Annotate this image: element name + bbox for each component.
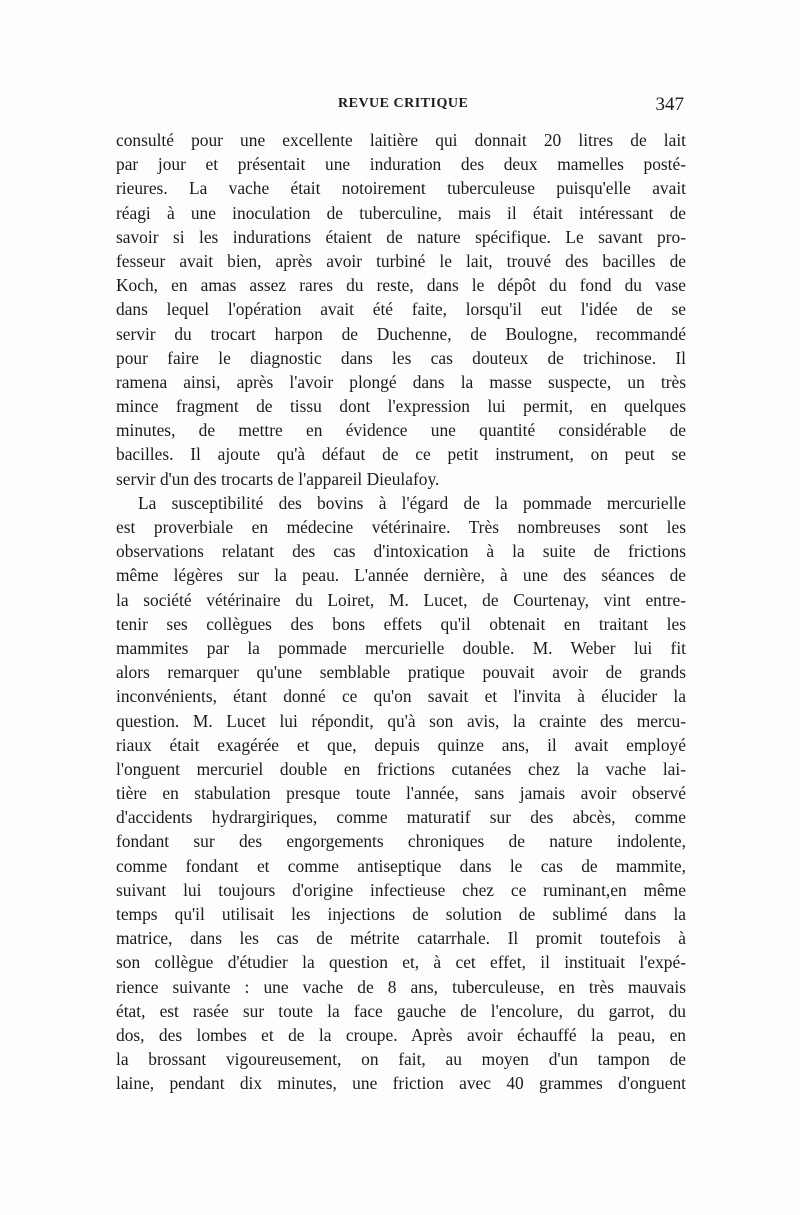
text-line: La susceptibilité des bovins à l'égard de la pommade mercurielle bbox=[138, 492, 686, 513]
text-line: la société vétérinaire du Loiret, M. Lucet, de Courtenay, vint entre- bbox=[116, 589, 686, 610]
text-line: réagi à une inoculation de tuberculine, mais il était intéressant de bbox=[116, 202, 686, 223]
text-line: rieures. La vache était notoirement tuberculeuse puisqu'elle avait bbox=[116, 178, 686, 199]
text-line: rience suivante : une vache de 8 ans, tuberculeuse, en très mauvais bbox=[116, 976, 686, 997]
text-line: servir du trocart harpon de Duchenne, de Boulogne, recommandé bbox=[116, 323, 686, 344]
text-line: matrice, dans les cas de métrite catarrhale. Il promit toutefois à bbox=[116, 928, 686, 949]
text-line: dans lequel l'opération avait été faite, lorsqu'il eut l'idée de se bbox=[116, 299, 686, 320]
text-line: savoir si les indurations étaient de nature spécifique. Le savant pro- bbox=[116, 226, 686, 247]
text-line: l'onguent mercuriel double en frictions cutanées chez la vache lai- bbox=[116, 758, 686, 779]
text-line: par jour et présentait une induration des deux mamelles posté- bbox=[116, 154, 686, 175]
text-line: ramena ainsi, après l'avoir plongé dans la masse suspecte, un très bbox=[116, 371, 686, 392]
text-line: mammites par la pommade mercurielle double. M. Weber lui fit bbox=[116, 637, 686, 658]
text-line: est proverbiale en médecine vétérinaire. Très nombreuses sont les bbox=[116, 517, 686, 537]
text-line: la brossant vigoureusement, on fait, au moyen d'un tampon de bbox=[116, 1049, 686, 1070]
text-line: temps qu'il utilisait les injections de solution de sublimé dans la bbox=[116, 904, 686, 924]
paragraph bbox=[116, 128, 686, 491]
text-line: bacilles. Il ajoute qu'à défaut de ce petit instrument, on peut se bbox=[116, 444, 686, 465]
text-line: minutes, de mettre en évidence une quantité considérable de bbox=[116, 420, 686, 441]
text-line: consulté pour une excellente laitière qui donnait 20 litres de lait bbox=[116, 130, 686, 150]
text-line: fesseur avait bien, après avoir turbiné le lait, trouvé des bacilles de bbox=[116, 250, 686, 271]
running-title: REVUE CRITIQUE bbox=[338, 96, 469, 111]
text-line: d'accidents hydrargiriques, comme maturatif sur des abcès, comme bbox=[116, 807, 686, 828]
text-line: tenir ses collègues des bons effets qu'il obtenait en traitant les bbox=[116, 613, 686, 634]
text-line: mince fragment de tissu dont l'expression lui permit, en quelques bbox=[116, 396, 686, 417]
text-line: servir d'un des trocarts de l'appareil Dieulafoy. bbox=[116, 468, 440, 489]
text-line: question. M. Lucet lui répondit, qu'à son avis, la crainte des mercu- bbox=[116, 710, 686, 731]
text-line: inconvénients, étant donné ce qu'on savait et l'invita à élucider la bbox=[116, 686, 686, 707]
text-line: suivant lui toujours d'origine infectieuse chez ce ruminant,en même bbox=[116, 879, 686, 900]
text-line: fondant sur des engorgements chroniques de nature indolente, bbox=[116, 831, 686, 852]
text-line: Koch, en amas assez rares du reste, dans le dépôt du fond du vase bbox=[116, 275, 686, 296]
running-head bbox=[116, 96, 686, 120]
page-number: 347 bbox=[655, 94, 684, 115]
text-line: son collègue d'étudier la question et, à cet effet, il instituait l'expé- bbox=[116, 952, 686, 973]
body-text bbox=[116, 128, 686, 1096]
text-line: état, est rasée sur toute la face gauche de l'encolure, du garrot, du bbox=[116, 1000, 686, 1021]
text-line: comme fondant et comme antiseptique dans le cas de mammite, bbox=[116, 855, 686, 876]
paragraph bbox=[116, 491, 686, 1096]
text-line: observations relatant des cas d'intoxication à la suite de frictions bbox=[116, 541, 686, 562]
text-line: même légères sur la peau. L'année dernière, à une des séances de bbox=[116, 565, 686, 586]
text-line: laine, pendant dix minutes, une friction avec 40 grammes d'onguent bbox=[116, 1073, 686, 1094]
text-line: dos, des lombes et de la croupe. Après avoir échauffé la peau, en bbox=[116, 1024, 686, 1045]
text-line: riaux était exagérée et que, depuis quinze ans, il avait employé bbox=[116, 734, 686, 755]
text-line: pour faire le diagnostic dans les cas douteux de trichinose. Il bbox=[116, 347, 686, 368]
text-line: alors remarquer qu'une semblable pratique pouvait avoir de grands bbox=[116, 662, 686, 683]
text-line: tière en stabulation presque toute l'année, sans jamais avoir observé bbox=[116, 783, 686, 804]
